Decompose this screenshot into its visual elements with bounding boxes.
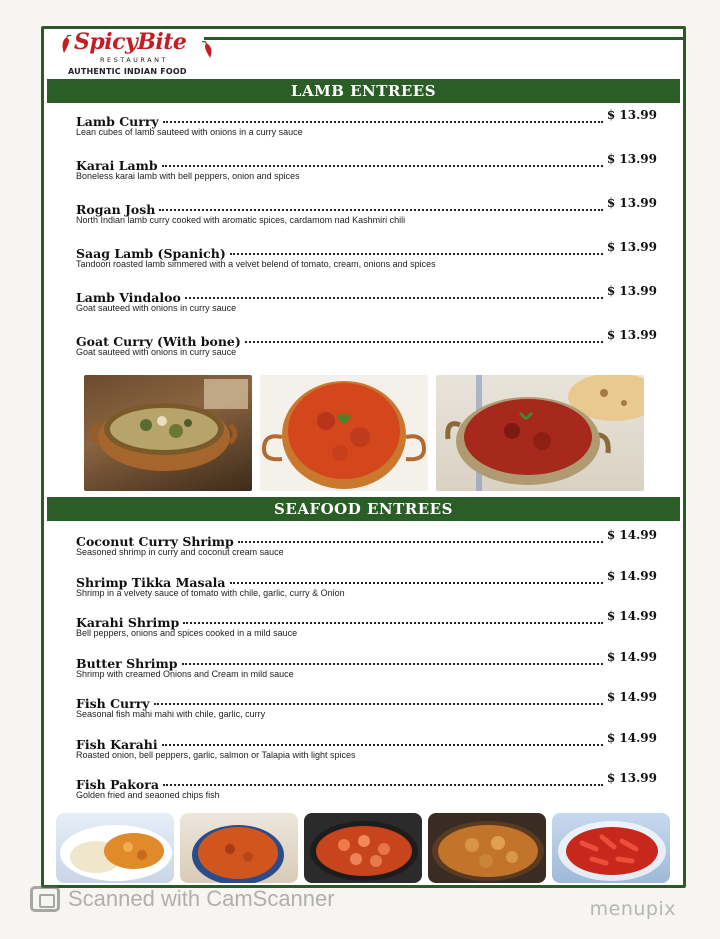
menu-item	[76, 528, 657, 575]
item-name: Fish Karahi	[76, 736, 158, 752]
food-photo	[428, 813, 546, 883]
item-price: $ 13.99	[606, 284, 657, 298]
seafood-photo-strip	[56, 813, 676, 885]
menu-item	[76, 771, 657, 818]
item-name: Karai Lamb	[76, 158, 158, 173]
item-price: $ 14.99	[606, 649, 657, 664]
dot-leader	[230, 253, 603, 255]
camscanner-icon	[30, 886, 60, 912]
item-description: Shrimp with creamed Onions and Cream in mild sauce	[76, 668, 294, 679]
food-photo	[552, 813, 670, 883]
menu-item	[76, 108, 657, 158]
item-description: Seasonal fish mahi mahi with chile, garlic, curry	[76, 709, 266, 719]
food-photo	[180, 813, 298, 883]
item-price: $ 14.99	[606, 690, 657, 704]
dot-leader	[182, 663, 603, 665]
menu-item	[76, 328, 657, 378]
header-rule	[204, 37, 686, 40]
item-price: $ 13.99	[606, 152, 657, 166]
dot-leader	[245, 341, 603, 343]
dot-leader	[230, 582, 603, 584]
item-price: $ 13.99	[606, 196, 657, 210]
dot-leader	[163, 121, 603, 123]
item-price: $ 14.99	[606, 609, 657, 623]
menu-item	[76, 284, 657, 334]
item-name: Butter Shrimp	[76, 655, 178, 671]
item-description: Bell peppers, onions and spices cooked in a mild sauce	[76, 628, 298, 638]
item-name: Lamb Vindaloo	[76, 290, 181, 305]
item-description: Goat sauteed with onions in curry sauce	[76, 347, 237, 357]
section-banner-lamb: LAMB ENTREES	[47, 79, 680, 103]
item-price: $ 13.99	[606, 108, 657, 122]
dot-leader	[154, 703, 603, 705]
section-banner-seafood: SEAFOOD ENTREES	[47, 497, 680, 521]
item-price: $ 14.99	[606, 568, 657, 583]
item-name: Shrimp Tikka Masala	[76, 574, 226, 590]
camscanner-text: Scanned with CamScanner	[68, 886, 335, 911]
item-description: Lean cubes of lamb sauteed with onions in a curry sauce	[76, 127, 303, 137]
chili-icon	[60, 35, 74, 55]
item-description: Seasoned shrimp in curry and coconut cream sauce	[76, 547, 284, 557]
item-name: Fish Pakora	[76, 777, 159, 792]
lamb-photo-strip	[84, 375, 644, 493]
item-description: Goat sauteed with onions in curry sauce	[76, 303, 237, 313]
item-description: Roasted onion, bell peppers, garlic, salmon or Talapia with light spices	[76, 749, 356, 760]
item-price: $ 13.99	[606, 771, 657, 785]
menu-sheet	[41, 26, 686, 888]
dot-leader	[162, 744, 603, 746]
chili-icon	[202, 41, 214, 59]
menu-item	[76, 690, 657, 737]
item-description: North Indian lamb curry cooked with aromatic spices, cardamom nad Kashmiri chili	[76, 215, 406, 225]
menupix-watermark: menupix	[589, 898, 676, 920]
item-price: $ 14.99	[606, 730, 657, 745]
item-name: Lamb Curry	[76, 114, 159, 129]
dot-leader	[185, 297, 603, 299]
item-price: $ 13.99	[606, 328, 657, 342]
item-description: Tandoori roasted lamb simmered with a velvet belend of tomato, cream, onions and spices	[76, 259, 436, 269]
item-name: Coconut Curry Shrimp	[76, 534, 234, 549]
item-description: Shrimp in a velvety sauce of tomato with chile, garlic, curry & Onion	[76, 587, 345, 598]
dot-leader	[159, 209, 603, 211]
menu-item	[76, 240, 657, 290]
dot-leader	[183, 622, 603, 624]
menu-item	[76, 609, 657, 656]
item-description: Boneless karai lamb with bell peppers, onion and spices	[76, 171, 300, 181]
item-description: Golden fried and seaoned chips fish	[76, 790, 220, 800]
item-price: $ 13.99	[606, 240, 657, 254]
food-photo	[304, 813, 422, 883]
food-photo	[436, 375, 644, 491]
logo-tagline: AUTHENTIC INDIAN FOOD	[68, 67, 187, 76]
restaurant-logo	[64, 31, 214, 83]
logo-subtitle: RESTAURANT	[100, 56, 168, 64]
food-photo	[84, 375, 252, 491]
menu-item	[76, 730, 657, 778]
item-name: Goat Curry (With bone)	[76, 334, 241, 349]
item-name: Rogan Josh	[76, 202, 156, 217]
dot-leader	[238, 541, 603, 543]
food-photo	[56, 813, 174, 883]
food-photo	[260, 375, 428, 491]
seafood-menu-list	[76, 528, 657, 818]
dot-leader	[162, 165, 603, 167]
item-name: Fish Curry	[76, 696, 150, 711]
menu-item	[76, 152, 657, 202]
logo-wordmark: SpicyBite	[74, 29, 187, 55]
item-name: Karahi Shrimp	[76, 615, 180, 630]
item-price: $ 14.99	[606, 528, 657, 542]
menu-item	[76, 649, 657, 697]
item-name: Saag Lamb (Spanich)	[76, 246, 226, 261]
camscanner-watermark	[30, 886, 335, 912]
menu-item	[76, 568, 657, 616]
menu-item	[76, 196, 657, 246]
lamb-menu-list	[76, 108, 657, 378]
dot-leader	[163, 784, 603, 786]
